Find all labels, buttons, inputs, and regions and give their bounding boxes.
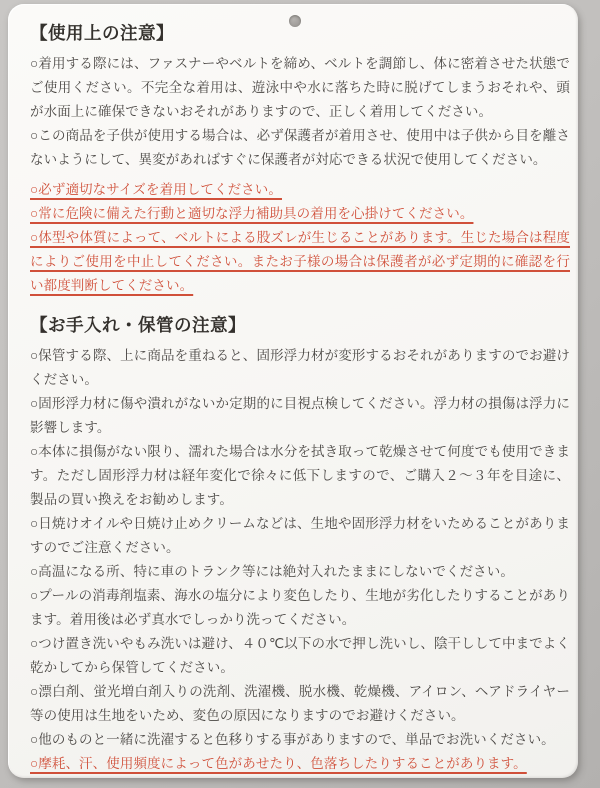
section-heading-usage: 【使用上の注意】	[30, 23, 174, 43]
notice-paragraph: ○本体に損傷がない限り、濡れた場合は水分を拭き取って乾燥させて何度でも使用できます。ただし固形浮力材は経年変化で徐々に低下しますので、ご購入２～３年を目途に、製品の買い換えをお勧めします。	[30, 444, 570, 507]
notice-paragraph: ○他のものと一緒に洗濯すると色移りする事がありますので、単品でお洗いください。	[30, 732, 555, 747]
notice-paragraph: ○漂白剤、蛍光増白剤入りの洗剤、洗濯機、脱水機、乾燥機、アイロン、ヘアドライヤー等の使用は生地をいため、変色の原因になりますのでお避けください。	[30, 684, 570, 723]
notice-paragraph: ○固形浮力材に傷や潰れがないか定期的に目視点検してください。浮力材の損傷は浮力に影響します。	[30, 396, 570, 435]
notice-paragraph: ○着用する際には、ファスナーやベルトを締め、ベルトを調節し、体に密着させた状態でご使用ください。不完全な着用は、遊泳中や水に落ちた時に脱げてしまうおそれや、頭が水面上に確保できないおそれがありますので、正しく着用してください。	[30, 56, 570, 119]
notice-paragraph: ○高温になる所、特に車のトランク等には絶対入れたままにしないでください。	[30, 564, 514, 579]
care-label-card	[8, 4, 578, 778]
notice-paragraph-warning: ○必ず適切なサイズを着用してください。	[30, 182, 282, 197]
notice-paragraph-warning: ○常に危険に備えた行動と適切な浮力補助具の着用を心掛けてください。	[30, 206, 474, 221]
notice-paragraph-warning: ○体型や体質によって、ベルトによる股ズレが生じることがあります。生じた場合は程度によりご使用を中止してください。またお子様の場合は保護者が必ず定期的に確認を行い都度判断してください。	[30, 230, 570, 293]
notice-paragraph: ○日焼けオイルや日焼け止めクリームなどは、生地や固形浮力材をいためることがありますのでご注意ください。	[30, 516, 570, 555]
notice-paragraph: ○この商品を子供が使用する場合は、必ず保護者が着用させ、使用中は子供から目を離さないようにして、異変があればすぐに保護者が対応できる状況で使用してください。	[30, 128, 570, 167]
notice-paragraph: ○プールの消毒剤塩素、海水の塩分により変色したり、生地が劣化したりすることがあります。着用後は必ず真水でしっかり洗ってください。	[30, 588, 570, 627]
hang-hole-icon	[289, 15, 301, 27]
section-care-storage	[30, 310, 570, 776]
notice-paragraph-warning: ○摩耗、汗、使用頻度によって色があせたり、色落ちしたりすることがあります。	[30, 756, 527, 771]
notice-paragraph: ○つけ置き洗いやもみ洗いは避け、４０℃以下の水で押し洗いし、陰干しして中までよく乾かしてから保管してください。	[30, 636, 570, 675]
section-usage-precautions	[30, 18, 570, 298]
section-heading-care: 【お手入れ・保管の注意】	[30, 315, 246, 335]
notice-paragraph: ○保管する際、上に商品を重ねると、固形浮力材が変形するおそれがありますのでお避けください。	[30, 348, 570, 387]
